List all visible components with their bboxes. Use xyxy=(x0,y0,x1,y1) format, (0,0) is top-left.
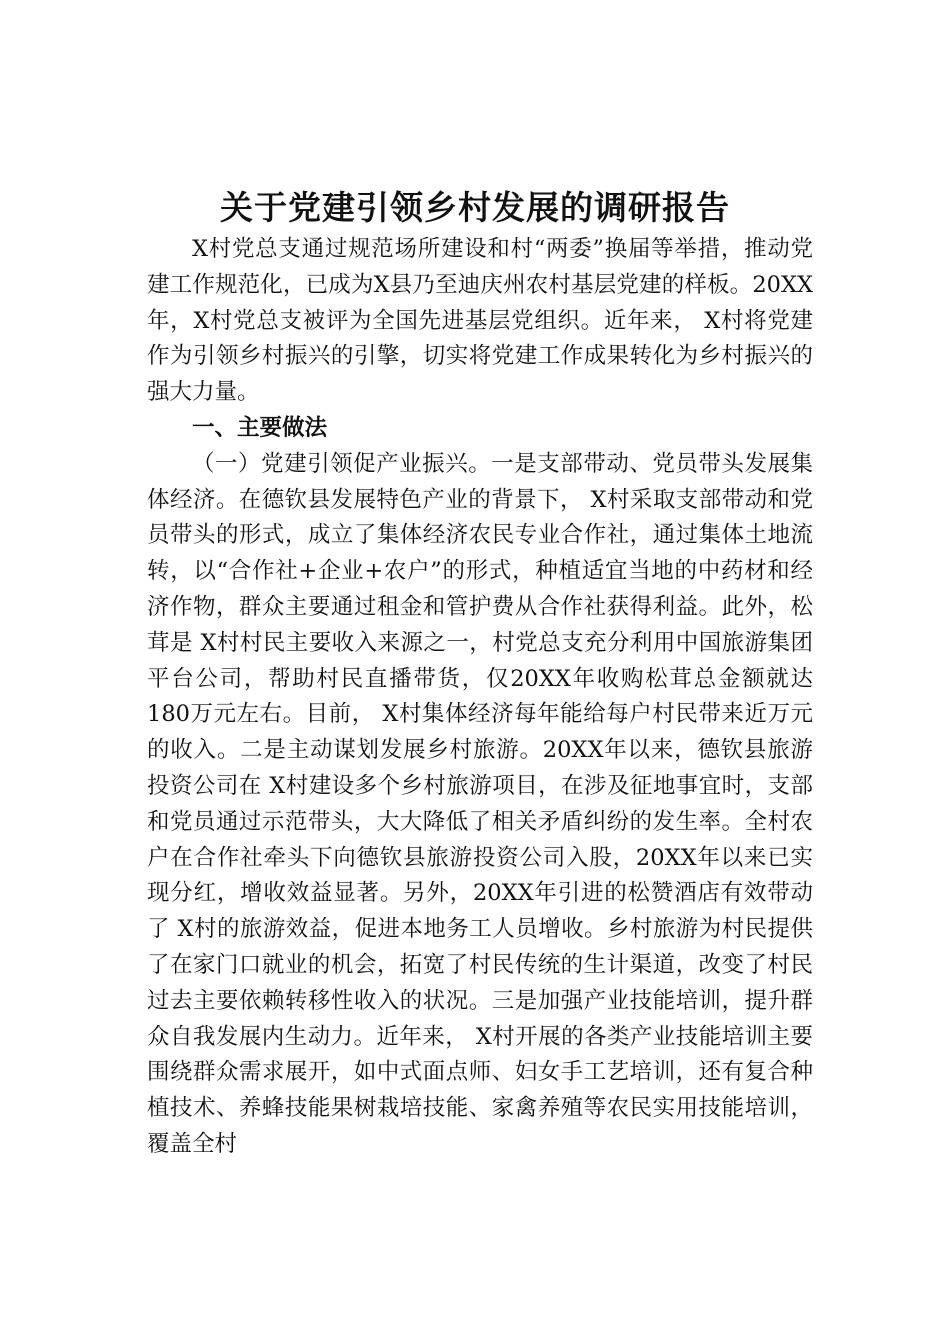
section-paragraph xyxy=(147,447,813,1163)
subsection-body: 一是支部带动、党员带头发展集体经济。在德钦县发展特色产业的背景下， X村采取支部带动和党员带头的形式，成立了集体经济农民专业合作社，通过集体土地流转，以“合作社+企业+农户”的形式，种植适宜当地的中药材和经济作物，群众主要通过租金和管护费从合作社获得利益。此外，松茸是 X村村民主要收入来源之一，村党总支充分利用中国旅游集团平台公司，帮助村民直播带货，仅20XX年收购松茸总金额就达180万元左右。目前， X村集体经济每年能给每户村民带来近万元的收入。二是主动谋划发展乡村旅游。20XX年以来，德钦县旅游投资公司在 X村建设多个乡村旅游项目，在涉及征地事宜时，支部和党员通过示范带头，大大降低了相关矛盾纠纷的发生率。全村农户在合作社牵头下向德钦县旅游投资公司入股，20XX年以来已实现分红，增收效益显著。另外，20XX年引进的松赞酒店有效带动了 X村的旅游效益，促进本地务工人员增收。乡村旅游为村民提供了在家门口就业的机会，拓宽了村民传统的生计渠道，改变了村民过去主要依赖转移性收入的状况。三是加强产业技能培训，提升群众自我发展内生动力。近年来， X村开展的各类产业技能培训主要围绕群众需求展开，如中式面点师、妇女手工艺培训，还有复合种植技术、养蜂技能果树栽培技能、家禽养殖等农民实用技能培训，覆盖全村 xyxy=(147,450,813,1157)
section-heading: 一、主要做法 xyxy=(192,414,328,441)
document-title: 关于党建引领乡村发展的调研报告 xyxy=(220,188,730,228)
intro-paragraph: X村党总支通过规范场所建设和村“两委”换届等举措，推动党建工作规范化，已成为X县乃至迪庆州农村基层党建的样板。20XX年，X村党总支被评为全国先进基层党组织。近年来， X村将党建作为引领乡村振兴的引擎，切实将党建工作成果转化为乡村振兴的强大力量。 xyxy=(147,236,813,406)
document-body xyxy=(147,232,813,1163)
subsection-heading: （一）党建引领促产业振兴。 xyxy=(192,450,492,477)
